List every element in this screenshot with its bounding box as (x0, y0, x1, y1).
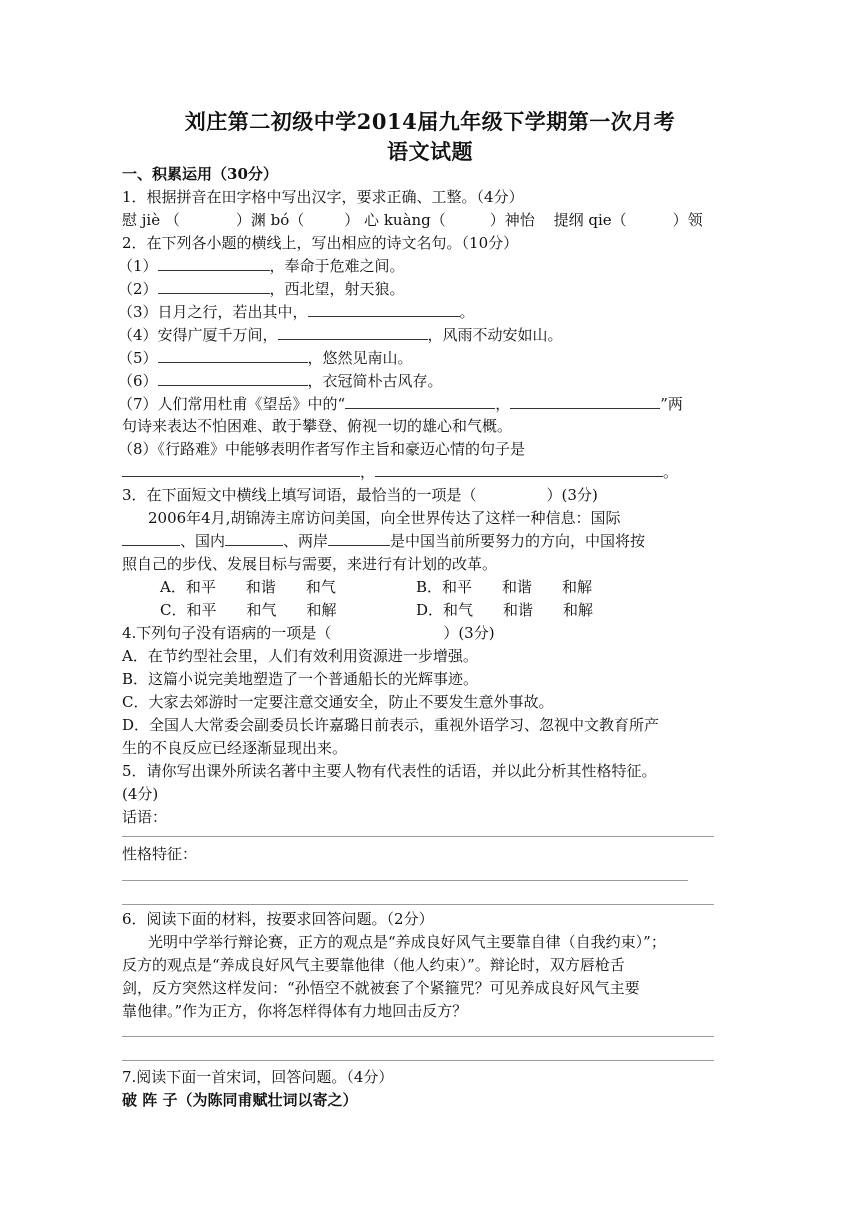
q3-text: 3．在下面短文中横线上填写词语，最恰当的一项是（ (122, 486, 477, 504)
q2-sentence-1 (118, 256, 405, 276)
answer-blank[interactable] (308, 302, 460, 317)
q2-s8-comma: ， (360, 463, 376, 481)
q4-option-c[interactable]: C．大家去郊游时一定要注意交通安全，防止不要发生意外事故。 (122, 693, 554, 711)
question-3 (122, 485, 598, 505)
q1-item-5: 提纲 qie（ (553, 211, 627, 229)
q3-passage-1: 2006年4月,胡锦涛主席访问美国，向全世界传达了这样一种信息：国际 (148, 509, 621, 527)
q2-sentence-7-cont: 句诗来表达不怕困难、敢于攀登、俯视一切的雄心和气概。 (122, 417, 513, 435)
answer-blank[interactable] (158, 348, 308, 363)
answer-line[interactable] (122, 904, 714, 905)
q1-item-4: ）神怡 (489, 211, 535, 229)
q3-option-b[interactable]: B．和平 和谐 和解 (416, 578, 593, 596)
answer-blank[interactable] (122, 462, 360, 477)
answer-blank[interactable] (158, 279, 270, 294)
q3-option-a[interactable]: A．和平 和谐 和气 (160, 578, 336, 596)
q2-s5-text: ，悠然见南山。 (307, 349, 413, 367)
q4-text: 4.下列句子没有语病的一项是（ (122, 624, 332, 642)
q1-item-3: ） 心 kuàng（ (344, 211, 446, 229)
q2-sentence-4 (118, 325, 563, 345)
q2-s6-text: ，衣冠简朴古风存。 (307, 372, 443, 390)
q3-option-d[interactable]: D．和气 和谐 和解 (416, 601, 594, 619)
exam-title: 刘庄第二初级中学2014届九年级下学期第一次月考 (184, 109, 676, 134)
exam-subtitle: 语文试题 (387, 139, 473, 164)
q4-option-a[interactable]: A．在节约型社会里，人们有效利用资源进一步增强。 (122, 647, 478, 665)
q2-sentence-8: （8）《行路难》中能够表明作者写作主旨和豪迈心情的句子是 (118, 440, 526, 458)
q2-s3-end: 。 (459, 303, 475, 321)
q5-score: (4分) (122, 785, 159, 803)
question-4 (122, 623, 495, 643)
answer-blank[interactable] (328, 531, 390, 546)
answer-blank[interactable] (225, 531, 283, 546)
q2-s2-text: ，西北望，射天狼。 (269, 280, 405, 298)
question-5: 5．请你写出课外所读名著中主要人物有代表性的话语，并以此分析其性格特征。 (122, 762, 657, 780)
q1-item-2: ）渊 bó（ (235, 211, 305, 229)
q2-s6-label: （6） (118, 372, 158, 390)
q3-passage-2 (122, 531, 645, 551)
q4-score: ）(3分) (443, 624, 495, 642)
answer-blank[interactable] (158, 371, 308, 386)
q2-s1-text: ，奉命于危难之间。 (269, 257, 405, 275)
q6-passage-2: 反方的观点是“养成良好风气主要靠他律（他人约束）”。辩论时，双方唇枪舌 (122, 956, 625, 974)
answer-blank[interactable] (122, 531, 180, 546)
q2-s3-text: （3）日月之行，若出其中， (118, 303, 308, 321)
section-heading: 一、积累运用（30分） (122, 165, 278, 183)
answer-line[interactable] (122, 836, 714, 837)
q2-s1-label: （1） (118, 257, 158, 275)
q3-p2-b: 、两岸 (283, 532, 329, 550)
q3-passage-3: 照自己的步伐、发展目标与需要，来进行有计划的改革。 (122, 555, 498, 573)
answer-blank[interactable] (510, 394, 660, 409)
q2-s5-label: （5） (118, 349, 158, 367)
q1-item-6: ）领 (672, 211, 703, 229)
poem-title: 破 阵 子（为陈同甫赋壮词以寄之） (122, 1091, 358, 1109)
q2-s4-text: （4）安得广厦千万间， (118, 326, 278, 344)
answer-line[interactable] (122, 1060, 714, 1061)
q4-option-b[interactable]: B．这篇小说完美地塑造了一个普通船长的光辉事迹。 (122, 670, 479, 688)
answer-blank[interactable] (158, 256, 270, 271)
q2-s7-text: （7）人们常用杜甫《望岳》中的“ (118, 395, 346, 413)
question-7: 7.阅读下面一首宋词，回答问题。（4分） (122, 1068, 394, 1086)
answer-line[interactable] (122, 880, 688, 881)
q2-sentence-5 (118, 348, 413, 368)
q5-trait-label: 性格特征： (122, 845, 198, 863)
q2-s2-label: （2） (118, 280, 158, 298)
q2-s7-comma: ， (495, 395, 511, 413)
answer-blank[interactable] (278, 325, 428, 340)
q2-s7-end: ”两 (660, 395, 683, 413)
q2-s8-end: 。 (663, 463, 679, 481)
q2-sentence-8-blanks (122, 462, 678, 482)
q3-option-c[interactable]: C．和平 和气 和解 (160, 601, 337, 619)
q6-passage-4: 靠他律。”作为正方，你将怎样得体有力地回击反方？ (122, 1002, 468, 1020)
answer-blank[interactable] (345, 394, 495, 409)
q1-item-1: 慰 jiè （ (122, 211, 180, 229)
q2-sentence-3 (118, 302, 475, 322)
question-1-items (122, 210, 703, 230)
question-1: 1．根据拼音在田字格中写出汉字，要求正确、工整。（4分） (122, 188, 524, 206)
q6-passage-3: 剑，反方突然这样发问：“孙悟空不就被套了个紧箍咒？可见养成良好风气主要 (122, 979, 640, 997)
question-2: 2．在下列各小题的横线上，写出相应的诗文名句。（10分） (122, 234, 519, 252)
q2-sentence-7 (118, 394, 683, 414)
q6-passage-1: 光明中学举行辩论赛，正方的观点是“养成良好风气主要靠自律（自我约束）”； (148, 933, 666, 951)
question-6: 6．阅读下面的材料，按要求回答问题。（2分） (122, 910, 434, 928)
q4-option-d[interactable]: D．全国人大常委会副委员长许嘉璐日前表示，重视外语学习、忽视中文教育所产 (122, 716, 660, 734)
answer-line[interactable] (122, 1036, 714, 1037)
q3-p2-a: 、国内 (180, 532, 226, 550)
answer-blank[interactable] (375, 462, 663, 477)
q3-p2-c: 是中国当前所要努力的方向，中国将按 (390, 532, 646, 550)
q5-speech-label: 话语： (122, 808, 168, 826)
q4-option-d-cont: 生的不良反应已经逐渐显现出来。 (122, 739, 348, 757)
q2-sentence-2 (118, 279, 405, 299)
q2-s4-end: ，风雨不动安如山。 (427, 326, 563, 344)
q3-score: ）(3分) (546, 486, 598, 504)
q2-sentence-6 (118, 371, 443, 391)
